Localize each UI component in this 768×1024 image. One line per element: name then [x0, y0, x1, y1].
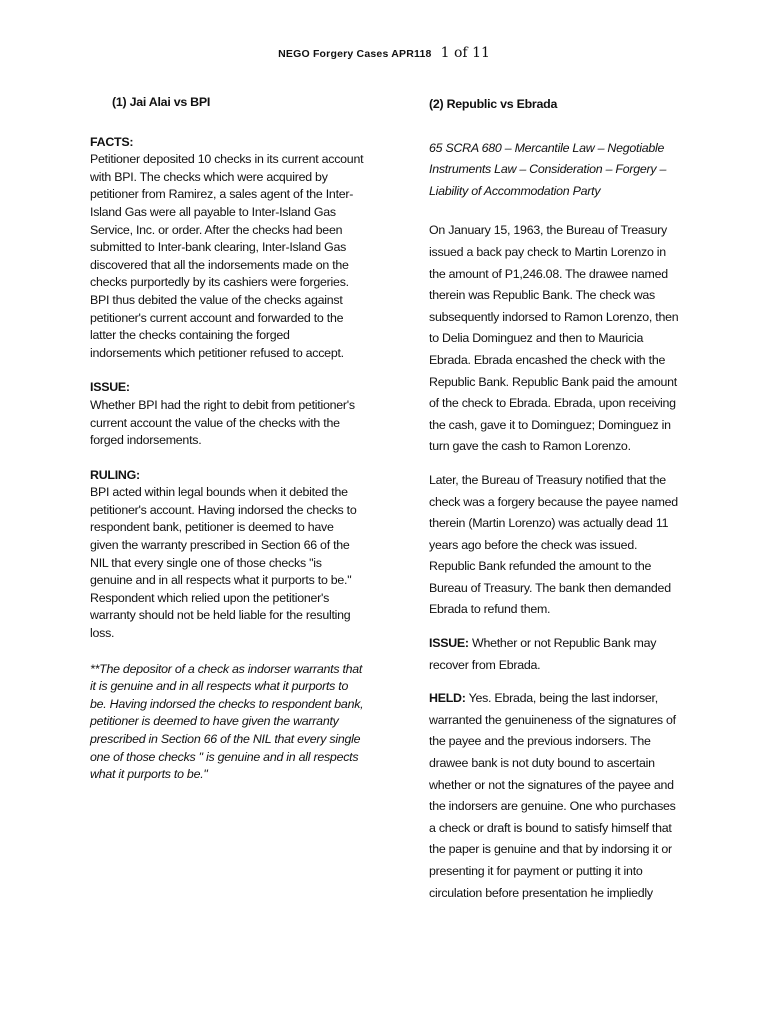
- case-2-issue: [429, 633, 679, 676]
- facts-text: Petitioner deposited 10 checks in its current account with BPI. The checks which were acquired by petitioner from Ramirez, a sales agent of the Inter-Island Gas were all payable to Inter-Island Gas Service, Inc. or order. After the checks had been submitted to Inter-bank clearing, Inter-Island Gas discovered that all the indorsements made on the checks purportedly by its cashiers were forgeries. BPI thus debited the value of the checks against petitioner's current account and forwarded to the latter the checks containing the forged indorsements which petitioner refused to accept.: [90, 152, 364, 360]
- case-1-title: (1) Jai Alai vs BPI: [112, 95, 211, 109]
- page-indicator: [441, 45, 490, 61]
- facts-section: [90, 134, 364, 363]
- case-2-column: [429, 94, 679, 904]
- case-2-issue-label: ISSUE:: [429, 636, 469, 651]
- ruling-label: RULING:: [90, 467, 140, 482]
- page-of: of: [453, 45, 468, 61]
- doctrine-note: **The depositor of a check as indorser warrants that it is genuine and in all respects what it purports to be. Having indorsed the checks to respondent bank, petitioner is deemed to have given the warranty prescribed in Section 66 of the NIL that every single one of those checks " is genuine and in all respects what it purports to be.": [90, 661, 364, 782]
- page-current: 1: [440, 45, 450, 61]
- case-2-held-text: Yes. Ebrada, being the last indorser, warranted the genuineness of the signatures of the payee and the previous indorsers. The drawee bank is not duty bound to ascertain whether or not the signatures of the payee and the indorsers are genuine. One who purchases a check or draft is bound to satisfy himself that the paper is genuine and that by indorsing it or presenting it for payment or putting it into circulation before presentation he impliedly: [429, 691, 676, 900]
- ruling-text: BPI acted within legal bounds when it debited the petitioner's account. Having indorsed the checks to respondent bank, petitioner is deemed to have given the warranty prescribed in Section 66 of the NIL that every single one of those checks "is genuine and in all respects what it purports to be." Respondent which relied upon the petitioner's warranty should not be held liable for the resulting loss.: [90, 485, 357, 641]
- case-1-column: [90, 94, 364, 784]
- case-2-facts-paragraph-1: On January 15, 1963, the Bureau of Treasury issued a back pay check to Martin Lorenzo in the amount of P1,246.08. The drawee named therein was Republic Bank. The check was subsequently indorsed to Ramon Lorenzo, then to Delia Dominguez and then to Mauricia Ebrada. Ebrada encashed the check with the Republic Bank. Republic Bank paid the amount of the check to Ebrada. Ebrada, upon receiving the cash, gave it to Dominguez; Dominguez in turn gave the cash to Ramon Lorenzo.: [429, 223, 679, 454]
- page-header: [0, 45, 768, 61]
- page-total: 11: [472, 45, 490, 61]
- document-title: NEGO Forgery Cases APR118: [278, 48, 432, 60]
- case-2-held-label: HELD:: [429, 691, 466, 706]
- case-2-facts-paragraph-2: Later, the Bureau of Treasury notified that the check was a forgery because the payee named therein (Martin Lorenzo) was actually dead 11 years ago before the check was issued. Republic Bank refunded the amount to the Bureau of Treasury. The bank then demanded Ebrada to refund them.: [429, 472, 678, 617]
- facts-label: FACTS:: [90, 134, 134, 149]
- case-2-issue-text: Whether or not Republic Bank may recover from Ebrada.: [429, 636, 657, 672]
- issue-text: Whether BPI had the right to debit from petitioner's current account the value of the checks with the forged indorsements.: [90, 397, 355, 448]
- ruling-section: [90, 467, 364, 643]
- case-2-title: (2) Republic vs Ebrada: [429, 97, 558, 111]
- case-2-held: [429, 688, 679, 904]
- issue-section: [90, 379, 364, 449]
- case-2-citation: 65 SCRA 680 – Mercantile Law – Negotiable Instruments Law – Consideration – Forgery – Liability of Accommodation Party: [429, 140, 667, 198]
- issue-label: ISSUE:: [90, 380, 130, 395]
